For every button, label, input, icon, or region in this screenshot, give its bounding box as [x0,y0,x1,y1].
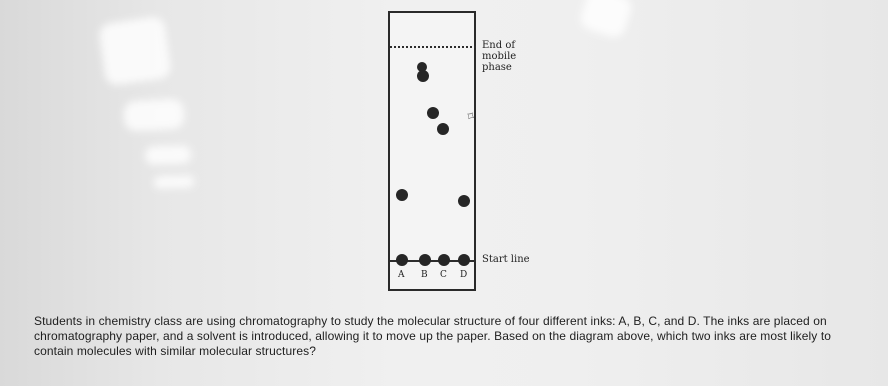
light-glare-4 [154,175,194,188]
ink-spot-lane-c-upper [427,107,439,119]
ink-spot-lane-c-start [438,254,450,266]
ink-spot-lane-d-upper [458,195,470,207]
start-line-label: Start line [482,254,530,265]
light-glare-3 [145,145,192,165]
question-text: Students in chemistry class are using chromatography to study the molecular structure of four different inks: A, B, C, and D. The inks are placed on chromatography paper, and a solvent is introduced, allowing it to move up the paper. Based on the diagram above, which two inks are most likely to contain molecules with similar molecular structures? [34,314,832,358]
ink-spot-lane-c-lower [437,123,449,135]
ink-spot-lane-b-start [419,254,431,266]
lane-label-c: C [440,270,447,280]
ink-spot-lane-d-start [458,254,470,266]
mouse-cursor-icon: ⌑ [466,110,475,124]
lane-label-b: B [421,270,428,280]
light-glare-5 [578,0,635,40]
light-glare-1 [98,16,172,87]
lane-label-d: D [460,270,468,280]
ink-spot-lane-a-start [396,254,408,266]
light-glare-2 [123,98,184,131]
chromatography-paper [388,11,476,291]
ink-spot-lane-b-middle [417,70,429,82]
mobile-phase-end-line [390,46,476,48]
end-of-mobile-phase-label: End of mobile phase [482,40,517,73]
ink-spot-lane-a-upper [396,189,408,201]
lane-label-a: A [398,270,405,280]
